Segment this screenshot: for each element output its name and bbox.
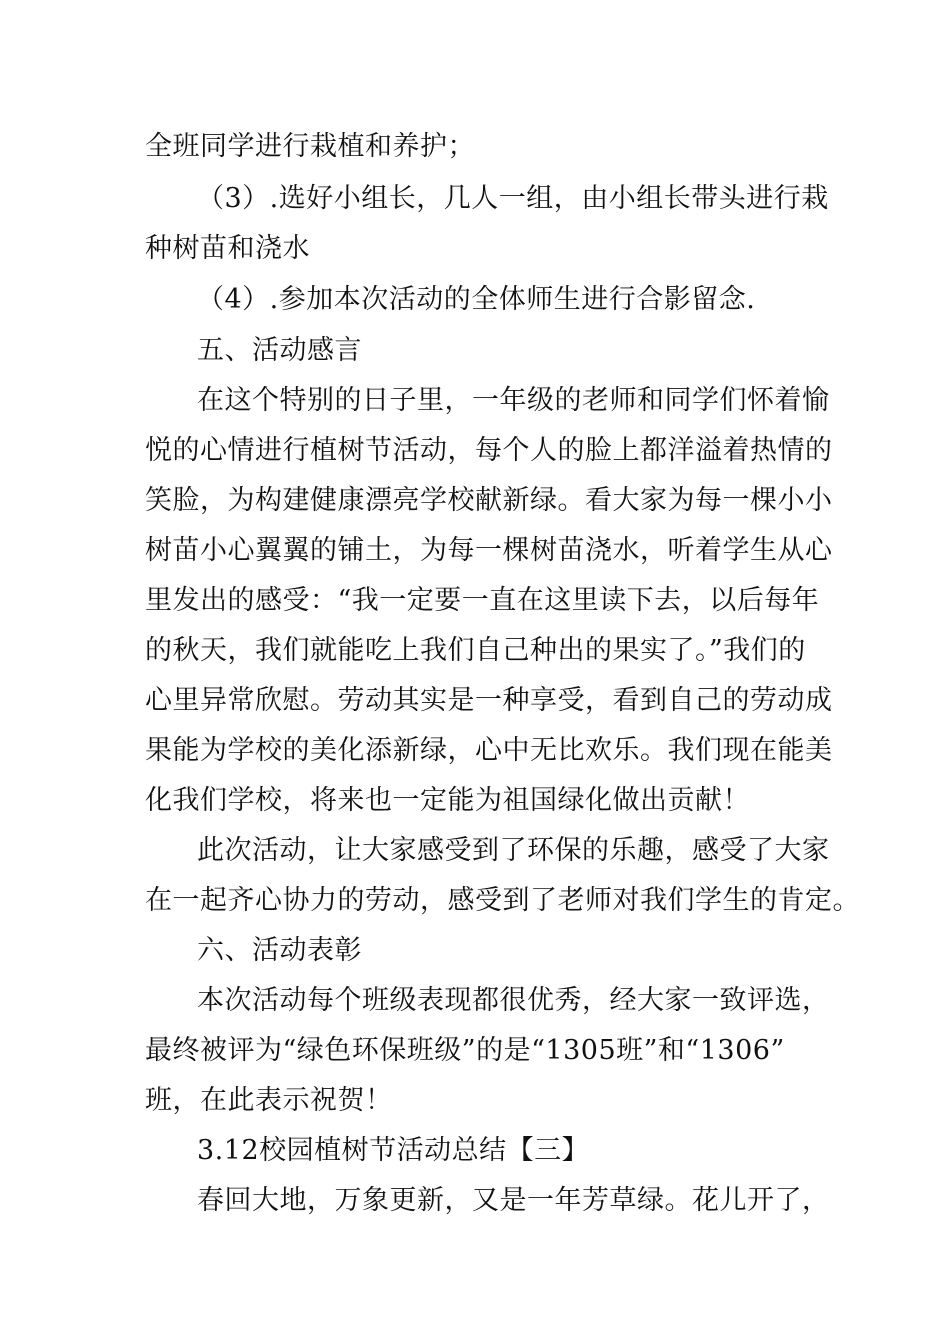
- text-line: 全班同学进行栽植和养护；: [145, 131, 475, 162]
- text-line: 的秋天，我们就能吃上我们自己种出的果实了。”我们的: [145, 635, 806, 666]
- text-line: 班，在此表示祝贺！: [145, 1085, 393, 1116]
- text-line: 化我们学校，将来也一定能为祖国绿化做出贡献！: [145, 785, 750, 816]
- text-line: 春回大地，万象更新，又是一年芳草绿。花儿开了，: [197, 1185, 830, 1216]
- text-line: 在这个特别的日子里，一年级的老师和同学们怀着愉: [197, 385, 830, 416]
- section-title: 3.12校园植树节活动总结【三】: [197, 1135, 590, 1166]
- section-heading: 六、活动表彰: [197, 935, 362, 966]
- text-line: 果能为学校的美化添新绿，心中无比欢乐。我们现在能美: [145, 735, 833, 766]
- text-line: 此次活动，让大家感受到了环保的乐趣，感受了大家: [197, 835, 830, 866]
- text-line: 在一起齐心协力的劳动，感受到了老师对我们学生的肯定。: [145, 885, 860, 916]
- text-line: 心里异常欣慰。劳动其实是一种享受，看到自己的劳动成: [145, 685, 833, 716]
- text-line: 悦的心情进行植树节活动，每个人的脸上都洋溢着热情的: [145, 435, 833, 466]
- text-line: （4）.参加本次活动的全体师生进行合影留念.: [197, 284, 756, 315]
- text-line: 最终被评为“绿色环保班级”的是“1305班”和“1306”: [145, 1035, 785, 1066]
- text-line: 笑脸，为构建健康漂亮学校献新绿。看大家为每一棵小小: [145, 485, 833, 516]
- section-heading: 五、活动感言: [197, 335, 362, 366]
- text-line: 种树苗和浇水: [145, 233, 310, 264]
- text-line: 本次活动每个班级表现都很优秀，经大家一致评选，: [197, 985, 830, 1016]
- text-line: 里发出的感受：“我一定要一直在这里读下去，以后每年: [145, 585, 820, 616]
- text-line: 树苗小心翼翼的铺土，为每一棵树苗浇水，听着学生从心: [145, 535, 833, 566]
- text-line: （3）.选好小组长，几人一组，由小组长带头进行栽: [197, 183, 829, 214]
